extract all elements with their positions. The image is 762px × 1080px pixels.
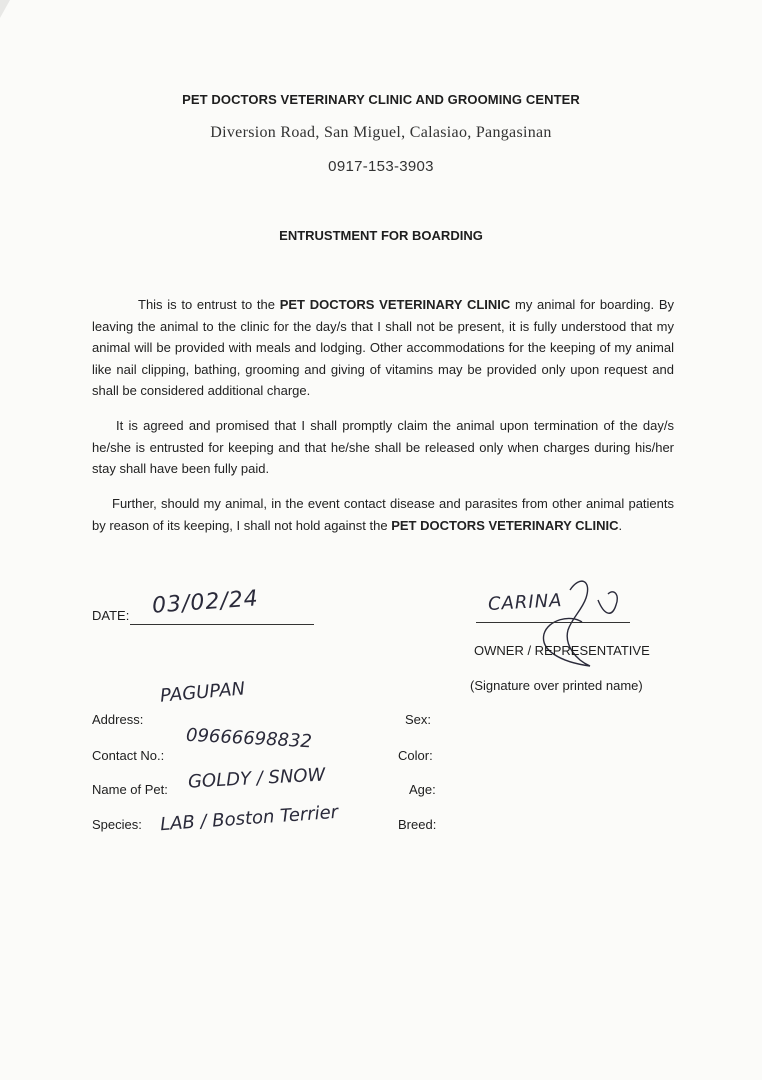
paragraph-liability [92, 493, 674, 536]
address-handwritten-value[interactable]: PAGUPAN [159, 678, 246, 707]
pet-name-label: Name of Pet: [92, 782, 168, 797]
owner-representative-label: OWNER / REPRESENTATIVE [474, 643, 650, 658]
species-label: Species: [92, 817, 142, 832]
clinic-name: PET DOCTORS VETERINARY CLINIC AND GROOMING CENTER [182, 92, 580, 107]
color-label: Color: [398, 748, 433, 763]
address-label: Address: [92, 712, 144, 727]
paragraph-agreement: It is agreed and promised that I shall promptly claim the animal upon termination of the day/s he/she is entrusted for keeping and that he/she shall be released only when charges during his/her stay shall have been fully paid. [92, 418, 674, 476]
paragraph-text: my animal for boarding. By leaving the animal to the clinic for the day/s that I shall not be present, it is fully understood that my animal will be provided with meals and lodging. Other accommodations for the keeping of my animal like nail clipping, bathing, grooming and giving of vitamins may be provided only upon request and shall be considered additional charge. [92, 297, 674, 398]
signature-caption: (Signature over printed name) [470, 678, 643, 693]
paragraph-text: Further, should my animal, in the event contact disease and parasites from other animal patients by reason of its keeping, I shall not hold against the [92, 496, 674, 533]
clinic-phone: 0917-153-3903 [328, 158, 434, 175]
contact-handwritten-value[interactable]: 09666698832 [185, 724, 313, 753]
clinic-name-bold: PET DOCTORS VETERINARY CLINIC [391, 517, 619, 533]
date-line [130, 624, 314, 625]
signature-scribble [520, 570, 630, 680]
clinic-address: Diversion Road, San Miguel, Calasiao, Pangasinan [210, 124, 552, 141]
pet-name-handwritten-value[interactable]: GOLDY / SNOW [187, 764, 326, 793]
sex-label: Sex: [405, 712, 432, 727]
date-handwritten-value[interactable]: 03/02/24 [151, 586, 260, 619]
contact-label: Contact No.: [92, 748, 165, 763]
folded-corner [0, 0, 10, 18]
signature-handwritten-name[interactable]: CARINA [487, 590, 563, 615]
signature-line [476, 622, 630, 623]
paragraph-text: This is to entrust to the [138, 297, 280, 312]
document-title: ENTRUSTMENT FOR BOARDING [279, 228, 483, 243]
paragraph-text: . [618, 517, 623, 533]
age-label: Age: [409, 782, 436, 797]
paragraph-entrust [92, 294, 674, 402]
species-handwritten-value[interactable]: LAB / Boston Terrier [159, 801, 339, 836]
date-label: DATE: [92, 608, 130, 623]
clinic-name-bold: PET DOCTORS VETERINARY CLINIC [279, 297, 511, 312]
breed-label: Breed: [398, 817, 437, 832]
